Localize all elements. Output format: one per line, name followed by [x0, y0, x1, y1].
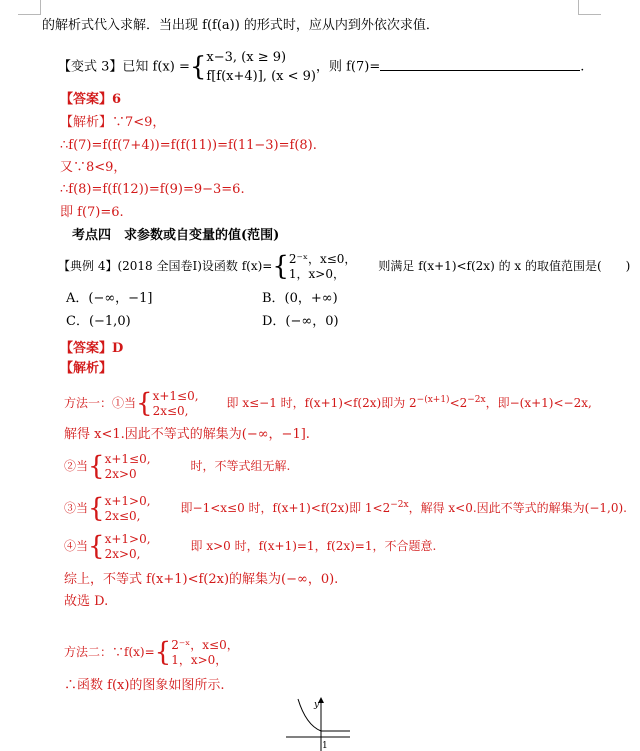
method2 [64, 634, 239, 670]
analysis1-line4: ∴f(8)=f(f(12))=f(9)=9−3=6. [60, 182, 245, 197]
example4-case1: 2⁻ˣ，x≤0， [288, 251, 357, 266]
method1-tail2: <2 [449, 396, 468, 410]
case3-cond2: 2x≤0, [104, 508, 141, 523]
example4-prefix: 【典例 4】(2018 全国卷Ⅰ)设函数 f(x)= [58, 259, 273, 273]
case4-cond1: x+1>0, [104, 531, 151, 546]
option-b: B．(0，+∞) [262, 291, 338, 306]
variant3-cases [206, 48, 316, 86]
variant3-case1: x−3, (x ≥ 9) [206, 50, 287, 65]
method1-tail: 即 x≤−1 时，f(x+1)<f(2x)即为 2 [226, 396, 417, 410]
case3-tail2: ，解得 x<0.因此不等式的解集为(−1,0). [408, 501, 627, 515]
method1-exp1: −(x+1) [416, 395, 450, 405]
variant3-suffix: ，则 f(7)= [315, 59, 381, 75]
method2-prefix: 方法二：∵f(x)= [64, 645, 155, 659]
case2-cond2: 2x>0 [104, 466, 137, 481]
example4-suffix: 则满足 f(x+1)<f(2x) 的 x 的取值范围是( ) [378, 259, 631, 273]
piecewise-brace: { [88, 493, 105, 524]
case2 [64, 448, 290, 484]
method1-cond1: x+1≤0, [152, 388, 199, 403]
case3-tail: 即−1<x≤0 时，f(x+1)<f(2x)即 1<2 [180, 501, 391, 515]
method1-conditions [153, 389, 199, 419]
case2-prefix: ②当 [64, 459, 89, 473]
variant3-case2: f[f(x+4)], (x < 9) [206, 69, 316, 84]
piecewise-brace: { [189, 52, 207, 82]
analysis1-line5: 即 f(7)=6. [60, 205, 124, 220]
analysis1-line2: ∴f(7)=f(f(7+4))=f(f(11))=f(11−3)=f(8). [60, 138, 317, 153]
option-a: A．(−∞，−1] [66, 291, 153, 306]
page-corner-mark-left [18, 0, 41, 15]
case3-prefix: ③当 [64, 501, 89, 515]
case3-exp: −2x [390, 500, 409, 510]
summary: 综上，不等式 f(x+1)<f(2x)的解集为(−∞，0). [64, 572, 339, 587]
case2-tail: 时，不等式组无解. [190, 459, 291, 473]
piecewise-brace: { [88, 531, 105, 562]
analysis2-label: 【解析】 [60, 361, 113, 376]
case3 [64, 487, 627, 526]
method1-line2: 解得 x<1.因此不等式的解集为(−∞，−1]. [64, 427, 310, 442]
case4-tail: 即 x>0 时，f(x+1)=1，f(2x)=1，不合题意. [190, 539, 437, 553]
example4-cases [289, 252, 357, 282]
piecewise-brace: { [154, 637, 172, 668]
method1-tail3: ，即−(x+1)<−2x, [485, 396, 592, 410]
method1-case1 [64, 382, 592, 421]
variant3-prefix: 【变式 3】已知 f(x) = [58, 59, 190, 75]
method1-prefix: 方法一：①当 [64, 396, 137, 410]
section-title: 考点四 求参数或自变量的值(范围) [72, 228, 280, 243]
choose-d: 故选 D. [64, 594, 109, 609]
option-c: C．(−1,0) [66, 314, 131, 329]
case4-prefix: ④当 [64, 539, 89, 553]
page-corner-mark-right [578, 0, 601, 15]
method1-exp2: −2x [467, 395, 486, 405]
case4-conditions [105, 532, 151, 562]
case4 [64, 528, 436, 564]
case2-conditions [105, 452, 151, 482]
method2-case1: 2⁻ˣ，x≤0， [171, 637, 239, 652]
analysis1-line3: 又∵8<9， [60, 160, 127, 175]
answer-blank [380, 58, 580, 71]
case4-cond2: 2x>0, [104, 546, 141, 561]
method2-cases [171, 638, 239, 668]
variant3-end: . [580, 59, 585, 75]
intro-line: 的解析式代入求解．当出现 f(f(a)) 的形式时，应从内到外依次求值． [42, 18, 439, 33]
option-d: D．(−∞，0) [262, 314, 339, 329]
example4-line [58, 250, 630, 282]
method2-case2: 1，x>0， [171, 652, 228, 667]
example4-case2: 1，x>0， [288, 266, 345, 281]
answer1: 【答案】6 [60, 92, 122, 107]
case2-cond1: x+1≤0, [104, 451, 151, 466]
method1-cond2: 2x≤0, [152, 403, 189, 418]
y-axis-label: y [314, 700, 320, 710]
case3-conditions [105, 494, 151, 524]
answer2: 【答案】D [60, 341, 124, 356]
piecewise-brace: { [136, 388, 153, 419]
analysis1-line1: 【解析】∵7<9， [60, 115, 166, 130]
case3-cond1: x+1>0, [104, 493, 151, 508]
method2-line2: ∴函数 f(x)的图象如图所示. [64, 678, 225, 693]
piecewise-brace: { [88, 451, 105, 482]
tick-label-1: 1 [322, 741, 328, 751]
variant3-line [58, 48, 584, 86]
piecewise-brace: { [272, 251, 289, 282]
function-graph [286, 695, 376, 751]
